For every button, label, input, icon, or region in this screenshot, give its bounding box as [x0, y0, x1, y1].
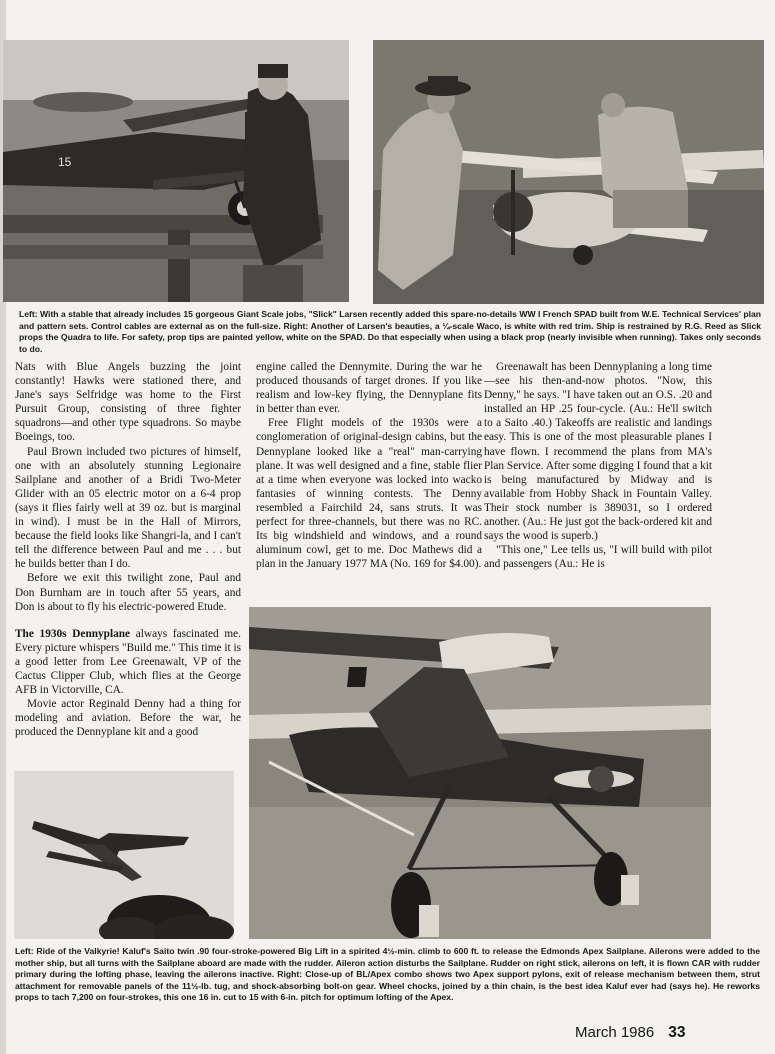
col3-paragraph-2: "This one," Lee tells us, "I will build with pilot and passengers (Au.: He is	[484, 544, 712, 571]
issue-date: March 1986	[575, 1024, 655, 1041]
photo-big-lift-flight	[14, 771, 234, 939]
col2-paragraph-2: Free Flight models of the 1930s were a conglomeration of original-design cabins, but the Dennyplane looked like a "real" man-carrying plane. It was well designed and a fine, stable flier at a time when everyone was locked into wacko fantasies of winning contests. The Denny resembled a Fairchild 24, sans struts. It was perfect for three-channels, but there was no RC. Its big windshield and windows, and a round aluminum cowl, get to me. Doc Mathews did a plan in the January 1977 MA (No. 169 for $4.00).	[256, 417, 482, 571]
col1-paragraph-1: Nats with Blue Angels buzzing the joint constantly! Hawks were stationed there, and Jane's says Selfridge was home to the First Pursuit Group, consisting of three fighter squadrons—and other type squadrons. So maybe Boeings, too.	[15, 361, 241, 444]
col3-paragraph-1: Greenawalt has been Dennyplaning a long time—see his then-and-now photos. "Now, this Denny," he says. "I have taken out an O.S. .20 and installed an HP .25 four-cycle. (Au.: He'll switch to a Saito .40.) Takeoffs are realistic and landings easy. This is one of the most pleasurable planes I have flown. I recommend the plans from MA's Plan Service. After some digging I found that a kit is being manufactured by Midway and is available from Hobby Shack in Fountain Valley. Their stock number is 389031, so I ordered another. (Au.: He just got the back-ordered kit and says the wood is superb.)	[484, 361, 712, 543]
col1-paragraph-3: Before we exit this twilight zone, Paul and Don Burnham are in touch after 55 years, and Don is about to fly his electric-powered Etude.	[15, 572, 241, 613]
photo-bl-apex-combo	[249, 607, 711, 939]
caption-bottom: Left: Ride of the Valkyrie! Kaluf's Saito twin .90 four-stroke-powered Big Lift in a spirited 4½-min. climb to 600 ft. to release the Edmonds Apex Sailplane. Ailerons were added to the mother ship, but all turns with the Sailplane aboard are made with the rudder. Aileron action disturbs the Sailplane. Rudder on right stick, ailerons on left, it is flown CAR with rudder primary during the lofting phase, leaving the ailerons inactive. Right: Close-up of BL/Apex combo shows two Apex support pylons, exit of release mechanism between them, strut attachment for removable panels of the 11½-lb. tug, and shock-absorbing bolt-on gear. Wheel chocks, joined by a thin chain, is the best idea Kaluf ever had (says he). He reworks props to tach 7,200 on four-strokes, this one 16 in. cut to 15 with 6-in. pitch for optimum lofting of the Apex.	[15, 946, 760, 1003]
col2-paragraph-1: engine called the Dennymite. During the war he produced thousands of target drones. If you like realism and low-key flying, the Dennyplane fits in better than ever.	[256, 361, 482, 416]
text-column-2	[256, 360, 482, 571]
page-folio	[575, 1024, 685, 1042]
section-heading-dennyplane: The 1930s Dennyplane	[15, 627, 131, 640]
photo-spad-biplane	[3, 40, 349, 302]
spad-number-label: 15	[58, 155, 72, 169]
col1-paragraph-4-text: always fascinated me. Every picture whispers "Build me." This time it is a good letter from Lee Greenawalt, VP of the Cactus Clipper Club, which flies at the George AFB in Victorville, CA.	[15, 627, 241, 697]
page-number: 33	[668, 1024, 686, 1041]
col1-paragraph-4	[15, 627, 241, 697]
text-column-1	[15, 360, 241, 739]
caption-top: Left: With a stable that already includes 15 gorgeous Giant Scale jobs, "Slick" Larsen recently added this spare-no-details WW I French SPAD built from W.E. Technical Services' plan and pattern sets. Control cables are external as on the full-size. Right: Another of Larsen's beauties, a ¼-scale Waco, is white with red trim. Ship is restrained by R.G. Reed as Slick props the Quadra to life. For safety, prop tips are painted yellow, white on the SPAD. Do that especially when using a black prop (nearly invisible when running). Takes only seconds to do.	[19, 309, 761, 354]
text-column-3	[484, 360, 712, 571]
col1-paragraph-2: Paul Brown included two pictures of himself, one with an absolutely stunning Legionaire Sailplane and another of a Bridi Two-Meter Glider with an 05 electric motor on a 6-4 prop (says it flies fairly well at 39 oz. but is marginal in wind). I must be in the Hall of Mirrors, because the field looks like Shangri-la, and I can't tell the difference between Paul and me . . . but he builds better than I do.	[15, 445, 241, 571]
col1-paragraph-5: Movie actor Reginald Denny had a thing for modeling and aviation. Before the war, he produced the Dennyplane kit and a good	[15, 698, 241, 739]
photo-waco-biplane	[373, 40, 764, 304]
